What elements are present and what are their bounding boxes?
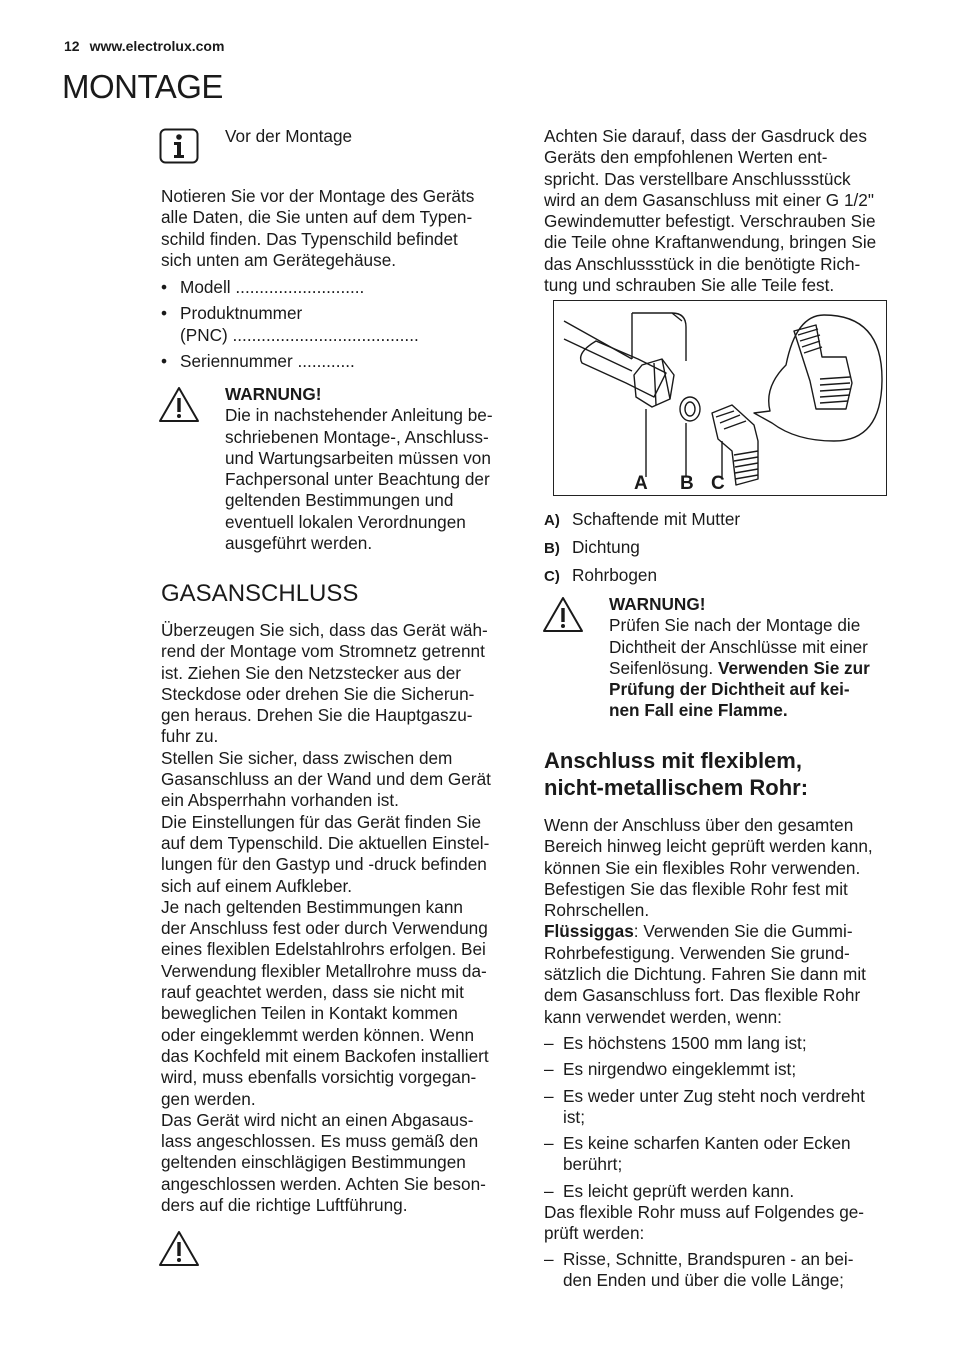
label-c: C	[711, 473, 725, 494]
list-item	[544, 1133, 924, 1176]
title-line: Anschluss mit flexiblem,	[544, 748, 802, 773]
list-item	[544, 1249, 924, 1292]
label-b: B	[680, 473, 694, 494]
legend-item	[544, 506, 740, 534]
checks-list	[544, 1249, 924, 1297]
text-line: oder eingeklemmt werden können. Wenn	[161, 1024, 475, 1045]
text-line: ist. Ziehen Sie den Netzstecker aus der	[161, 662, 461, 683]
lpg-label: Flüssiggas	[544, 921, 634, 942]
info-icon	[159, 128, 199, 164]
text-line: Es nirgendwo eingeklemmt ist;	[563, 1059, 797, 1080]
warning-icon	[158, 1230, 200, 1268]
text-line	[609, 658, 909, 679]
page-number: 12	[64, 38, 80, 54]
text-line: (PNC) .......................................	[180, 324, 419, 345]
text-line: eines flexiblen Edelstahlrohrs erfolgen. Bei	[161, 939, 486, 960]
text-line: Stellen Sie sicher, dass zwischen dem	[161, 747, 453, 768]
warning-icon	[158, 386, 200, 424]
text-line: Wenn der Anschluss über den gesamten	[544, 815, 854, 835]
flexible-pipe-text	[544, 815, 924, 1028]
bullet-marker: •	[161, 350, 168, 371]
gas-connection-text	[161, 620, 521, 1216]
text-line: geltenden Bestimmungen und	[225, 490, 454, 511]
text-line: wird, muss ebenfalls vorsichtig vorgegan-	[161, 1067, 477, 1088]
check-intro	[544, 1202, 924, 1245]
list-item	[544, 1181, 924, 1202]
text-line: prüft werden:	[544, 1223, 645, 1244]
text-line: sich unten am Gerätegehäuse.	[161, 249, 397, 270]
text-line: Die in nachstehender Anleitung be-	[225, 405, 493, 426]
bullet-marker: •	[161, 303, 168, 324]
legend-text: Schaftende mit Mutter	[572, 509, 741, 529]
text-line: ist;	[563, 1106, 585, 1127]
text-line: sätzlich die Dichtung. Fahren Sie dann mit	[544, 964, 866, 985]
text-line: sich auf einem Aufkleber.	[161, 875, 353, 896]
dash-marker: –	[544, 1033, 554, 1053]
text-line: rend der Montage vom Stromnetz getrennt	[161, 641, 485, 662]
text-line: Das flexible Rohr muss auf Folgendes ge-	[544, 1202, 865, 1222]
text-line: Rohrbefestigung. Verwenden Sie grund-	[544, 942, 850, 963]
connection-drawing	[554, 301, 887, 496]
text-line: angeschlossen werden. Achten Sie beson-	[161, 1173, 486, 1194]
dash-marker: –	[544, 1249, 554, 1269]
label-a: A	[634, 473, 648, 494]
warning-block	[225, 384, 525, 554]
text-line: Es höchstens 1500 mm lang ist;	[563, 1033, 807, 1053]
nameplate-list	[161, 277, 511, 377]
text-line: Gasanschluss an der Wand und dem Gerät	[161, 769, 491, 790]
text-line: Produktnummer	[180, 303, 303, 324]
text-run: : Verwenden Sie die Gummi-	[633, 921, 853, 942]
text-line: berührt;	[563, 1154, 623, 1175]
dash-marker: –	[544, 1085, 554, 1106]
text-line: Es keine scharfen Kanten oder Ecken	[563, 1133, 851, 1154]
text-line: Gewindemutter befestigt. Verschrauben Sie	[544, 211, 876, 232]
text-line: ein Absperrhahn vorhanden ist.	[161, 790, 399, 811]
text-line: Dichtheit der Anschlüsse mit einer	[609, 636, 868, 657]
text-line: kann verwendet werden, wenn:	[544, 1006, 782, 1027]
text-line: eventuell lokalen Verordnungen	[225, 511, 466, 532]
connection-diagram	[553, 300, 887, 496]
legend-key: A)	[544, 512, 560, 529]
dash-marker: –	[544, 1180, 554, 1201]
text-line: die Teile ohne Kraftanwendung, bringen Sie	[544, 232, 877, 253]
text-line: Fachpersonal unter Beachtung der	[225, 469, 490, 490]
text-run-bold: Verwenden Sie zur	[717, 657, 870, 678]
list-item	[544, 1086, 924, 1129]
legend-key: B)	[544, 540, 560, 557]
pressure-paragraph	[544, 126, 914, 296]
figure-legend	[544, 506, 740, 590]
text-line: ausgeführt werden.	[225, 533, 373, 554]
intro-paragraph	[161, 186, 511, 271]
text-line: das Anschlussstück in die benötigte Rich-	[544, 253, 861, 274]
text-line: Steckdose oder drehen Sie die Sicherun-	[161, 683, 475, 704]
text-line: der Anschluss fest oder durch Verwendung	[161, 918, 488, 939]
legend-item	[544, 534, 740, 562]
list-item	[544, 1033, 924, 1054]
text-line: Die Einstellungen für das Gerät finden Sie	[161, 811, 482, 832]
text-line: dem Gasanschluss fort. Das flexible Rohr	[544, 985, 861, 1006]
text-line: gen werden.	[161, 1088, 256, 1109]
text-line: das Kochfeld mit einem Backofen installiert	[161, 1045, 489, 1066]
text-line: Je nach geltenden Bestimmungen kann	[161, 896, 463, 917]
text-line: Das Gerät wird nicht an einen Abgasaus-	[161, 1109, 474, 1130]
legend-key: C)	[544, 568, 560, 585]
text-line: Überzeugen Sie sich, dass das Gerät wäh-	[161, 620, 488, 640]
text-run: Seifenlösung.	[609, 657, 718, 678]
text-line: Seriennummer ............	[180, 350, 355, 371]
text-line: Notieren Sie vor der Montage des Geräts	[161, 186, 475, 206]
site-url: www.electrolux.com	[89, 38, 225, 54]
legend-text: Dichtung	[572, 537, 640, 557]
text-line: Bereich hinweg leicht geprüft werden kann,	[544, 836, 873, 857]
text-line: lungen für den Gastyp und -druck befinden	[161, 854, 487, 875]
list-item	[544, 1059, 924, 1080]
warning-title: WARNUNG!	[609, 594, 706, 614]
text-line: geltenden einschlägigen Bestimmungen	[161, 1152, 466, 1173]
warning-icon	[542, 596, 584, 634]
legend-text: Rohrbogen	[572, 565, 658, 585]
list-item	[161, 351, 511, 372]
text-line: ders auf die richtige Luftführung.	[161, 1195, 408, 1216]
text-line: rauf geachtet werden, dass sie nicht mit	[161, 982, 464, 1003]
page-header	[64, 38, 234, 54]
title-line: nicht-metallischem Rohr:	[544, 775, 809, 800]
text-line: alle Daten, die Sie unten auf dem Typen-	[161, 207, 473, 228]
text-line: den Enden und über die volle Länge;	[563, 1270, 844, 1291]
text-line: schriebenen Montage-, Anschluss-	[225, 426, 489, 447]
warning-block	[609, 594, 909, 722]
text-line: Risse, Schnitte, Brandspuren - an bei-	[563, 1249, 854, 1269]
section-title: GASANSCHLUSS	[161, 580, 359, 607]
text-line: beweglichen Teilen in Kontakt kommen	[161, 1003, 458, 1024]
text-line: Befestigen Sie das flexible Rohr fest mit	[544, 878, 848, 899]
info-label: Vor der Montage	[225, 126, 353, 146]
text-line: schild finden. Das Typenschild befindet	[161, 228, 458, 249]
text-line: Achten Sie darauf, dass der Gasdruck des	[544, 126, 867, 146]
text-line: Geräts den empfohlenen Werten ent-	[544, 147, 828, 168]
text-line: können Sie ein flexibles Rohr verwenden.	[544, 857, 861, 878]
subsection-title	[544, 747, 808, 801]
text-line: Modell ...........................	[180, 277, 365, 297]
list-item	[161, 277, 511, 298]
text-line: Rohrschellen.	[544, 900, 650, 921]
text-line: wird an dem Gasanschluss mit einer G 1/2"	[544, 189, 874, 210]
text-line: auf dem Typenschild. Die aktuellen Einstel-	[161, 832, 490, 853]
text-line: Es leicht geprüft werden kann.	[563, 1180, 795, 1201]
text-line: fuhr zu.	[161, 726, 219, 747]
text-line	[544, 921, 924, 942]
dash-marker: –	[544, 1059, 554, 1080]
text-line: gen heraus. Drehen Sie die Hauptgaszu-	[161, 705, 473, 726]
text-line: Es weder unter Zug steht noch verdreht	[563, 1085, 865, 1106]
text-line: nen Fall eine Flamme.	[609, 700, 788, 721]
page-title: MONTAGE	[62, 68, 223, 105]
conditions-list	[544, 1033, 924, 1202]
text-line: spricht. Das verstellbare Anschlussstück	[544, 168, 851, 189]
text-line: Verwendung flexibler Metallrohre muss da-	[161, 960, 487, 981]
bullet-marker: •	[161, 277, 168, 297]
text-line: Prüfen Sie nach der Montage die	[609, 615, 861, 636]
list-item	[161, 303, 511, 346]
text-line: lass angeschlossen. Es muss gemäß den	[161, 1131, 479, 1152]
text-line: und Wartungsarbeiten müssen von	[225, 447, 491, 468]
text-line: tung und schrauben Sie alle Teile fest.	[544, 275, 835, 296]
legend-item	[544, 562, 740, 590]
warning-title: WARNUNG!	[225, 384, 322, 404]
dash-marker: –	[544, 1133, 554, 1154]
text-line: Prüfung der Dichtheit auf kei-	[609, 679, 850, 700]
